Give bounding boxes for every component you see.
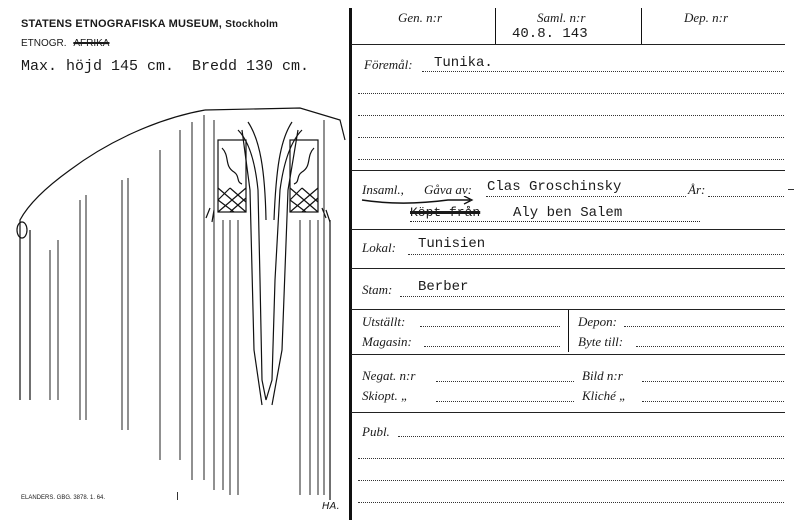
skiopt-line: [436, 401, 574, 402]
margin-tick: [788, 189, 794, 190]
stam-label: Stam:: [362, 282, 393, 297]
struck-word: Köpt från: [410, 205, 481, 220]
utstallt-label: Utställt:: [362, 314, 406, 329]
stam-value: Berber: [418, 279, 469, 295]
gava-line: [486, 196, 686, 197]
museum-name: STATENS ETNOGRAFISKA MUSEUM,: [21, 18, 222, 30]
foremal-label: Föremål:: [364, 57, 413, 72]
skiopt-label: Skiopt. „: [362, 388, 409, 403]
etnogr-line: [21, 38, 109, 49]
publ-line-4: [358, 502, 784, 503]
ar-line: [708, 196, 784, 197]
publ-line-3: [358, 480, 784, 481]
stam-line: [400, 296, 784, 297]
header-sep-2: [641, 8, 642, 44]
foremal-line-4: [358, 137, 784, 138]
depon-line: [624, 326, 784, 327]
lokal-value: Tunisien: [418, 236, 486, 252]
foremal-rule: [351, 170, 785, 171]
publ-label: Publ.: [362, 424, 390, 439]
kliche-label: Kliché „: [582, 388, 627, 403]
negat-label: Negat. n:r: [362, 368, 416, 383]
museum-city: Stockholm: [225, 19, 279, 30]
header-sep-1: [495, 8, 496, 44]
initials: HA.: [322, 501, 340, 512]
lokal-label: Lokal:: [362, 240, 396, 255]
ar-label: År:: [688, 182, 706, 197]
card-divider: [349, 8, 352, 520]
negat-line: [436, 381, 574, 382]
foremal-line-3: [358, 115, 784, 116]
saml-label: Saml. n:r: [537, 10, 586, 25]
source-value: Aly ben Salem: [513, 205, 623, 221]
utstallt-line: [420, 326, 560, 327]
tick-mark: [177, 492, 178, 500]
foremal-line-5: [358, 159, 784, 160]
saml-value: 40.8. 143: [512, 26, 588, 42]
gen-label: Gen. n:r: [398, 10, 443, 25]
kliche-line: [642, 401, 784, 402]
header-rule: [351, 44, 785, 45]
source-line: [410, 221, 700, 222]
utstallt-sep: [568, 310, 569, 352]
magasin-line: [424, 346, 560, 347]
lokal-line: [408, 254, 784, 255]
depon-label: Depon:: [578, 314, 617, 329]
etnogr-struck: AFRIKA: [73, 38, 110, 49]
gava-label: Gåva av:: [424, 182, 473, 197]
bild-label: Bild n:r: [582, 368, 623, 383]
foremal-line-2: [358, 93, 784, 94]
museum-header: [21, 18, 278, 30]
lokal-rule: [351, 268, 785, 269]
insaml-label: Insaml.,: [362, 182, 404, 197]
byte-label: Byte till:: [578, 334, 624, 349]
measurements: Max. höjd 145 cm. Bredd 130 cm.: [21, 58, 310, 75]
utstallt-rule: [351, 354, 785, 355]
publ-line-1: [398, 436, 784, 437]
foremal-line-1: [422, 71, 784, 72]
publ-line-2: [358, 458, 784, 459]
gava-value: Clas Groschinsky: [487, 179, 622, 195]
etnogr-label: ETNOGR.: [21, 38, 67, 49]
negat-rule: [351, 412, 785, 413]
foremal-value: Tunika.: [434, 55, 493, 71]
byte-line: [636, 346, 784, 347]
bild-line: [642, 381, 784, 382]
insaml-rule: [351, 229, 785, 230]
magasin-label: Magasin:: [362, 334, 412, 349]
printer-mark: ELANDERS. GBG. 3878. 1. 64.: [21, 495, 106, 501]
tunic-illustration: [10, 100, 350, 500]
dep-label: Dep. n:r: [684, 10, 729, 25]
